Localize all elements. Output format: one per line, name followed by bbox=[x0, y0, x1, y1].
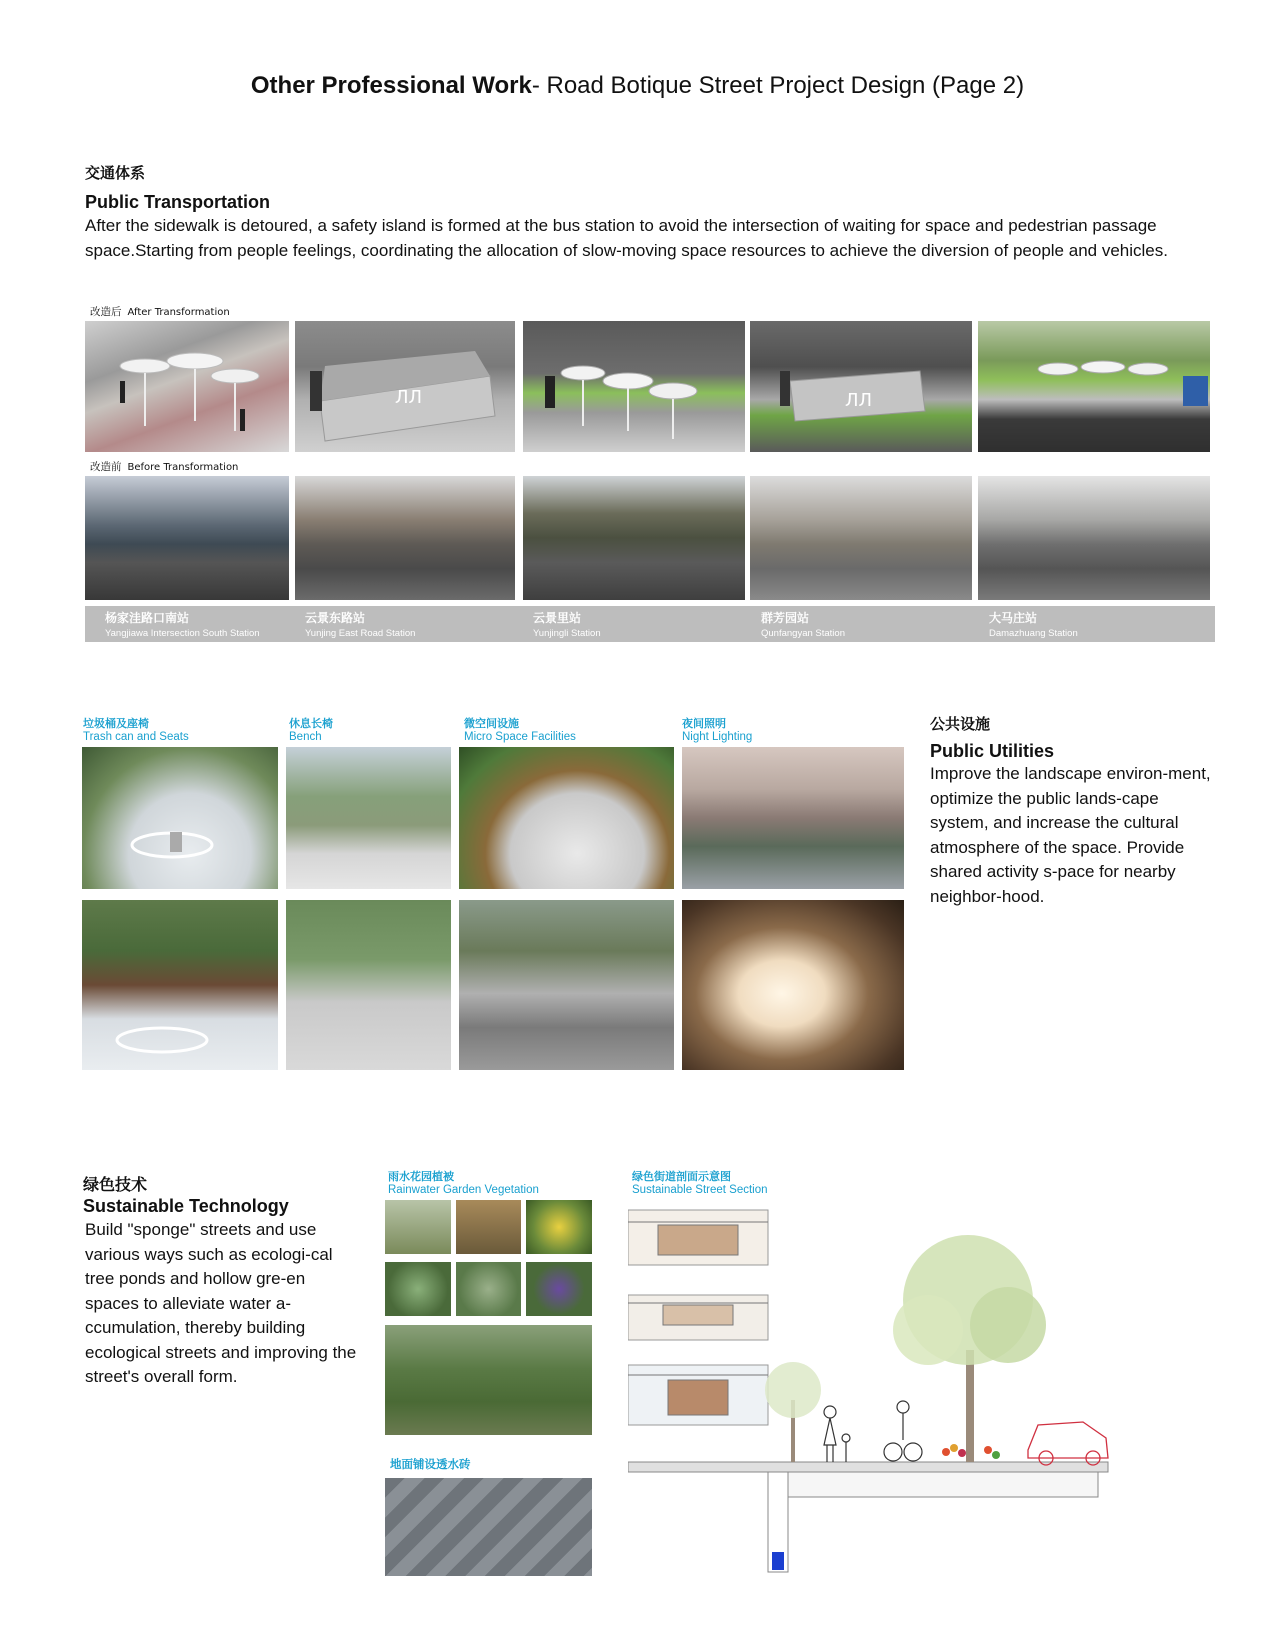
page-title-rest: - Road Botique Street Project Design (Page 2) bbox=[531, 72, 1025, 99]
station-2-en: Yunjing East Road Station bbox=[305, 628, 416, 639]
category-4-en: Night Lighting bbox=[682, 731, 753, 743]
permeable-paving-photo bbox=[385, 1478, 592, 1576]
rainwater-label-en: Rainwater Garden Vegetation bbox=[388, 1184, 539, 1196]
paving-label-zh: 地面铺设透水砖 bbox=[390, 1457, 471, 1471]
facility-render-5 bbox=[82, 900, 278, 1070]
station-5-en: Damazhuang Station bbox=[989, 628, 1078, 639]
category-3-zh: 微空间设施 bbox=[464, 717, 519, 730]
station-3 bbox=[533, 609, 601, 639]
station-band bbox=[85, 606, 1215, 642]
station-4 bbox=[761, 609, 845, 639]
street-section-diagram bbox=[628, 1200, 1218, 1580]
station-1 bbox=[105, 609, 260, 639]
facility-render-4 bbox=[682, 747, 904, 889]
after-label-zh: 改造后 bbox=[90, 306, 122, 318]
car-illustration bbox=[1028, 1422, 1108, 1465]
tree-illustration bbox=[893, 1235, 1046, 1462]
svg-text:ЛЛ: ЛЛ bbox=[845, 390, 873, 411]
vegetation-photo-6 bbox=[526, 1262, 592, 1316]
facility-render-3 bbox=[459, 747, 674, 889]
rainwater-label-zh: 雨水花园植被 bbox=[388, 1170, 454, 1183]
after-render-3 bbox=[523, 321, 745, 452]
category-1-zh: 垃圾桶及座椅 bbox=[83, 717, 149, 730]
category-bench bbox=[289, 715, 333, 743]
category-trash-seats bbox=[83, 715, 189, 743]
station-3-zh: 云景里站 bbox=[533, 611, 582, 625]
utilities-paragraph: Improve the landscape environ-ment, optimize the public lands-cape system, and increase the cultural atmosphere of the space. Provide shared activity s-pace for nearby neighbor-hood. bbox=[930, 764, 1211, 906]
detail-section-2 bbox=[628, 1295, 768, 1340]
before-photo-2 bbox=[295, 476, 515, 600]
category-1-en: Trash can and Seats bbox=[83, 731, 189, 743]
category-night-lighting bbox=[682, 715, 752, 743]
utilities-heading-en: Public Utilities bbox=[930, 741, 1055, 761]
facility-render-2 bbox=[286, 747, 451, 889]
category-micro-space bbox=[464, 715, 576, 743]
station-4-zh: 群芳园站 bbox=[761, 611, 810, 625]
before-photo-5 bbox=[978, 476, 1210, 600]
vegetation-photo-2 bbox=[456, 1200, 521, 1254]
sustainable-heading-en: Sustainable Technology bbox=[83, 1196, 289, 1216]
rainwater-label bbox=[388, 1168, 539, 1196]
station-1-en: Yangjiawa Intersection South Station bbox=[105, 628, 260, 639]
station-3-en: Yunjingli Station bbox=[533, 628, 601, 639]
pedestrian-illustration bbox=[824, 1406, 850, 1462]
station-5 bbox=[989, 609, 1078, 639]
after-label-en: After Transformation bbox=[127, 307, 230, 318]
station-5-zh: 大马庄站 bbox=[989, 611, 1038, 625]
facility-render-1 bbox=[82, 747, 278, 889]
category-2-zh: 休息长椅 bbox=[289, 717, 333, 730]
before-photo-1 bbox=[85, 476, 289, 600]
facility-render-7 bbox=[459, 900, 674, 1070]
utilities-heading-zh: 公共设施 bbox=[930, 715, 991, 733]
street-section-label bbox=[632, 1168, 768, 1196]
before-label-zh: 改造前 bbox=[90, 461, 122, 473]
category-4-zh: 夜间照明 bbox=[682, 717, 726, 730]
vegetation-photo-5 bbox=[456, 1262, 521, 1316]
street-section-label-zh: 绿色街道剖面示意图 bbox=[632, 1170, 731, 1183]
page-title bbox=[0, 72, 1275, 100]
after-render-1 bbox=[85, 321, 289, 452]
before-photo-3 bbox=[523, 476, 745, 600]
vegetation-photo-3 bbox=[526, 1200, 592, 1254]
transport-paragraph: After the sidewalk is detoured, a safety island is formed at the bus station to avoid the intersection of waiting for space and pedestrian passage space.Starting from people feelings, coordinating the allocation of slow-moving space resources to achieve the diversion of people and vehicles. bbox=[85, 216, 1168, 260]
category-2-en: Bench bbox=[289, 731, 322, 743]
before-label-en: Before Transformation bbox=[127, 462, 239, 473]
station-2-zh: 云景东路站 bbox=[305, 611, 366, 625]
category-3-en: Micro Space Facilities bbox=[464, 731, 576, 743]
after-render-4 bbox=[750, 321, 972, 452]
transport-heading-en: Public Transportation bbox=[85, 192, 271, 212]
detail-section-1 bbox=[628, 1210, 768, 1265]
after-render-5 bbox=[978, 321, 1210, 452]
page-title-bold: Other Professional Work bbox=[250, 72, 532, 99]
transport-heading-zh: 交通体系 bbox=[85, 164, 146, 182]
station-4-en: Qunfangyan Station bbox=[761, 628, 845, 639]
sustainable-heading-zh: 绿色技术 bbox=[83, 1175, 148, 1194]
after-transformation-label bbox=[90, 304, 230, 319]
station-1-zh: 杨家洼路口南站 bbox=[105, 611, 190, 625]
detail-section-3 bbox=[628, 1365, 768, 1425]
station-2 bbox=[305, 609, 415, 639]
before-transformation-label bbox=[90, 459, 238, 474]
small-tree-illustration bbox=[765, 1362, 821, 1462]
facility-render-6 bbox=[286, 900, 451, 1070]
street-section-label-en: Sustainable Street Section bbox=[632, 1184, 768, 1196]
after-render-2 bbox=[295, 321, 515, 452]
vegetation-photo-1 bbox=[385, 1200, 451, 1254]
sustainable-paragraph: Build "sponge" streets and use various ways such as ecologi-cal tree ponds and hollow gre-en spaces to alleviate water a-ccumulation, thereby building ecological streets and improving the street's overall form. bbox=[85, 1220, 357, 1386]
cyclist-illustration bbox=[884, 1401, 922, 1461]
facility-render-8 bbox=[682, 900, 904, 1070]
vegetation-photo-large bbox=[385, 1325, 592, 1435]
vegetation-photo-4 bbox=[385, 1262, 451, 1316]
svg-text:ЛЛ: ЛЛ bbox=[395, 387, 423, 408]
before-photo-4 bbox=[750, 476, 972, 600]
